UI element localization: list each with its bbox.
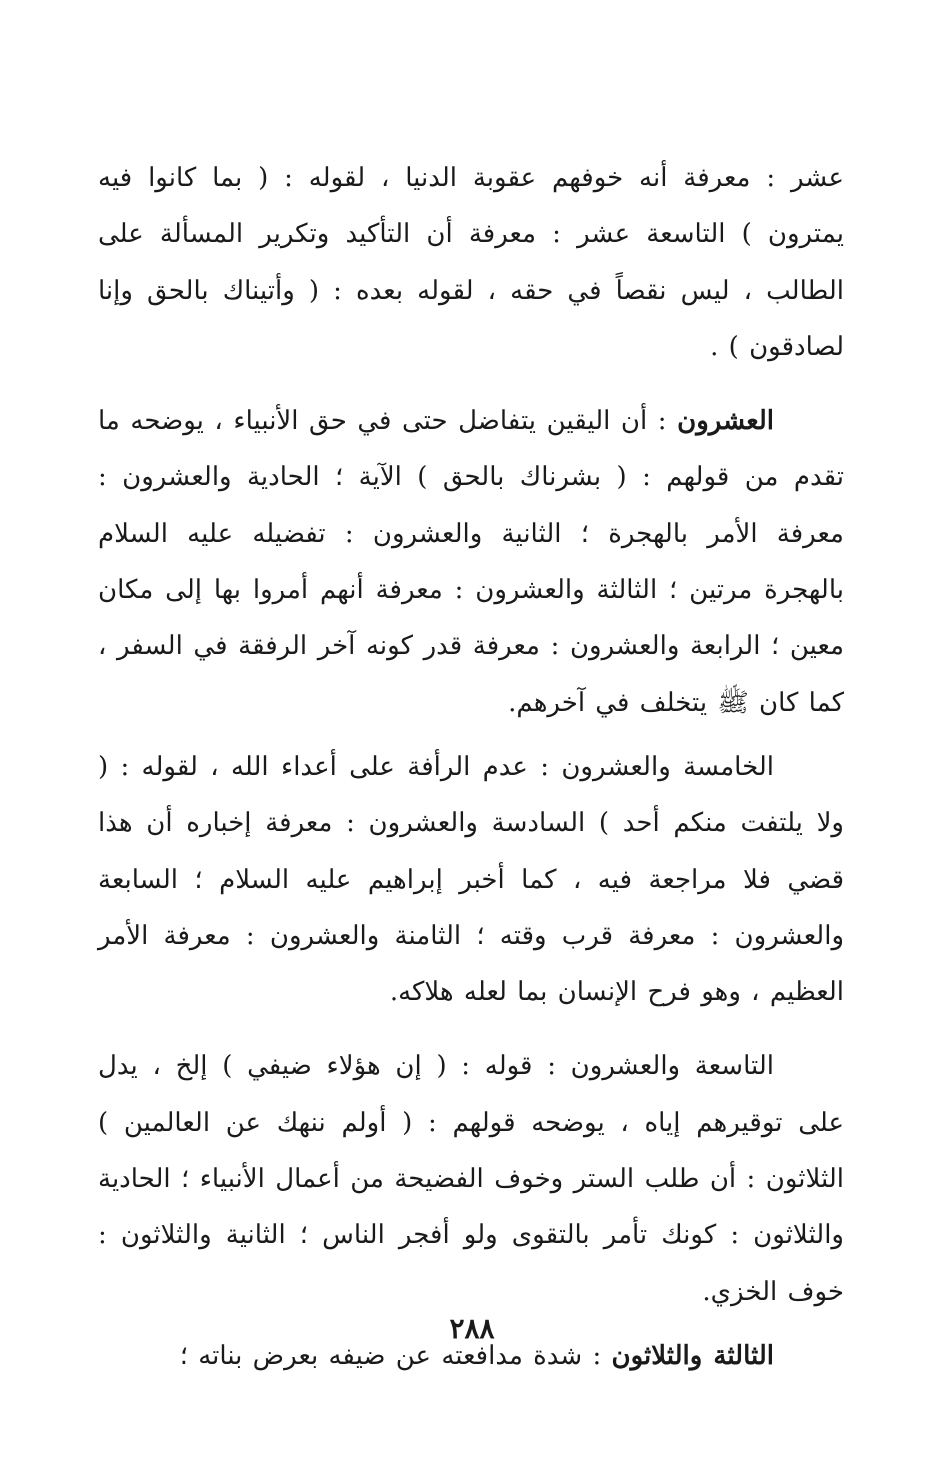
page-number: ٢٨٨ (449, 1312, 495, 1345)
paragraph-3-text: الخامسة والعشرون : عدم الرأفة على أعداء الله ، لقوله : ( ولا يلتفت منكم أحد ) السادسة والعشرون : معرفة إخباره أن هذا قضي فلا مراجعة فيه ، كما أخبر إبراهيم عليه السلام ؛ السابعة والعشرون : معرفة قرب وقته ؛ الثامنة والعشرون : معرفة الأمر العظيم ، وهو فرح الإنسان بما لعله هلاكه. (98, 751, 844, 1008)
page-text-block (98, 150, 844, 1384)
paragraph-1-text: عشر : معرفة أنه خوفهم عقوبة الدنيا ، لقوله : ( بما كانوا فيه يمترون ) التاسعة عشر : معرفة أن التأكيد وتكرير المسألة على الطالب ، ليس نقصاً في حقه ، لقوله بعده : ( وأتيناك بالحق وإنا لصادقون ) . (98, 163, 844, 362)
paragraph-2-text: : أن اليقين يتفاضل حتى في حق الأنبياء ، يوضحه ما تقدم من قولهم : ( بشرناك بالحق ) الآية ؛ الحادية والعشرون : معرفة الأمر بالهجرة ؛ الثانية والعشرون : تفضيله عليه السلام بالهجرة مرتين ؛ الثالثة والعشرون : معرفة أنهم أمروا بها إلى مكان معين ؛ الرابعة والعشرون : معرفة قدر كونه آخر الرفقة في السفر ، كما كان ﷺ يتخلف في آخرهم. (98, 406, 844, 718)
paragraph-4 (98, 1038, 844, 1319)
paragraph-2 (98, 393, 844, 731)
paragraph-5-text: : شدة مدافعته عن ضيفه بعرض بناته ؛ (179, 1340, 612, 1371)
paragraph-2-heading: العشرون (677, 406, 774, 437)
paragraph-1 (98, 150, 844, 375)
paragraph-4-text: التاسعة والعشرون : قوله : ( إن هؤلاء ضيفي ) إلخ ، يدل على توقيرهم إياه ، يوضحه قولهم : ( أولم ننهك عن العالمين ) الثلاثون : أن طلب الستر وخوف الفضيحة من أعمال الأنبياء ؛ الحادية والثلاثون : كونك تأمر بالتقوى ولو أفجر الناس ؛ الثانية والثلاثون : خوف الخزي. (98, 1051, 844, 1307)
paragraph-3 (98, 739, 844, 1020)
paragraph-5-heading: الثالثة والثلاثون (611, 1340, 774, 1371)
